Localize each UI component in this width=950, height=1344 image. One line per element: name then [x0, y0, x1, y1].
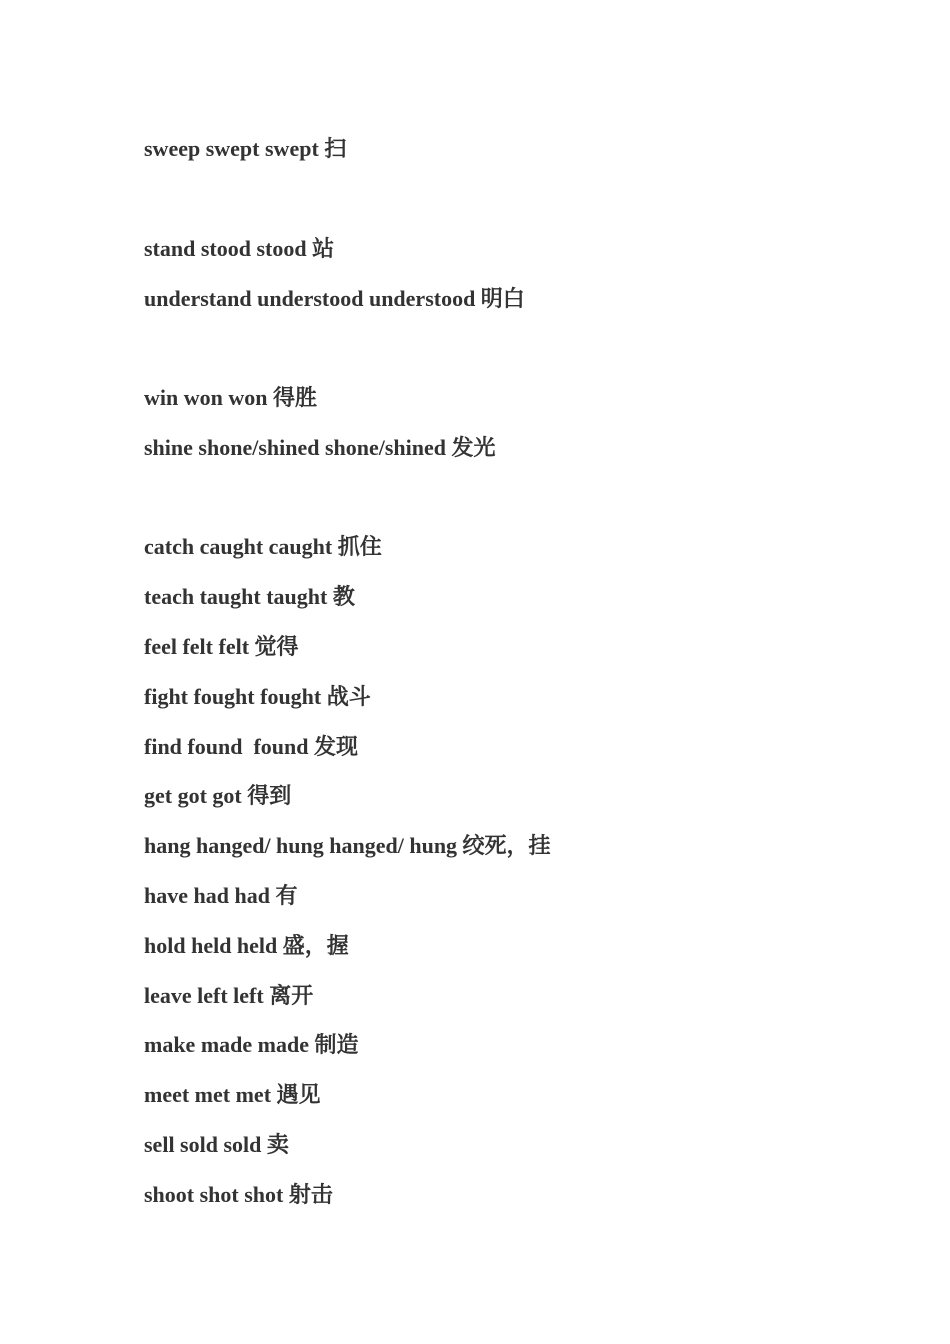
verb-line-understand: understand understood understood 明白: [144, 286, 525, 311]
verb-line-feel: feel felt felt 觉得: [144, 634, 299, 659]
verb-line-stand: stand stood stood 站: [144, 236, 335, 261]
verb-line-hold: hold held held 盛，握: [144, 933, 349, 958]
verb-line-sweep: sweep swept swept 扫: [144, 136, 347, 161]
verb-line-catch: catch caught caught 抓住: [144, 534, 382, 559]
verb-line-sell: sell sold sold 卖: [144, 1132, 289, 1157]
verb-line-fight: fight fought fought 战斗: [144, 684, 371, 709]
verb-line-find: find found found 发现: [144, 734, 358, 759]
verb-line-shoot: shoot shot shot 射击: [144, 1182, 333, 1207]
verb-line-shine: shine shone/shined shone/shined 发光: [144, 435, 496, 460]
verb-line-get: get got got 得到: [144, 783, 292, 808]
verb-line-have: have had had 有: [144, 883, 298, 908]
verb-line-win: win won won 得胜: [144, 385, 317, 410]
verb-line-hang: hang hanged/ hung hanged/ hung 绞死，挂: [144, 833, 551, 858]
verb-line-make: make made made 制造: [144, 1032, 359, 1057]
verb-line-teach: teach taught taught 教: [144, 584, 355, 609]
verb-line-meet: meet met met 遇见: [144, 1082, 321, 1107]
verb-line-leave: leave left left 离开: [144, 983, 314, 1008]
